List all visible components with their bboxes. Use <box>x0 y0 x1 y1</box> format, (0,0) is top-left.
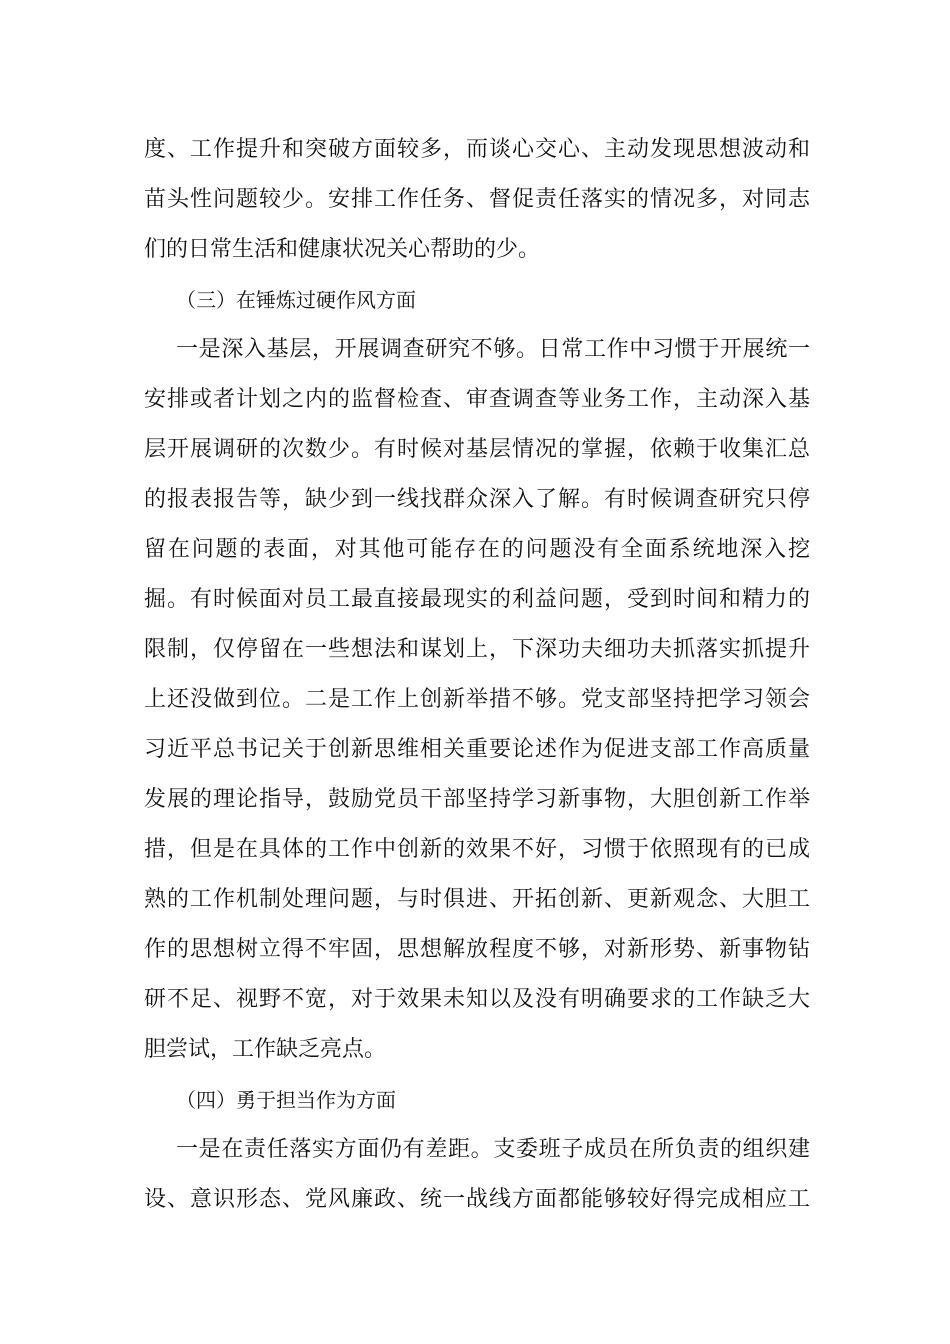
section-heading: （三）在锤炼过硬作风方面 <box>176 288 416 312</box>
body-line: 作的思想树立得不牢固，思想解放程度不够，对新形势、新事物钻 <box>144 937 810 962</box>
body-line: 限制，仅停留在一些想法和谋划上，下深功夫细功夫抓落实抓提升 <box>144 637 810 662</box>
body-line: 的报表报告等，缺少到一线找群众深入了解。有时候调查研究只停 <box>144 487 810 512</box>
section-heading: （四）勇于担当作为方面 <box>176 1088 396 1112</box>
body-line: 一是在责任落实方面仍有差距。支委班子成员在所负责的组织建 <box>176 1137 810 1162</box>
body-line: 研不足、视野不宽，对于效果未知以及没有明确要求的工作缺乏大 <box>144 987 810 1012</box>
body-line: 上还没做到位。二是工作上创新举措不够。党支部坚持把学习领会 <box>144 687 810 712</box>
body-line: 胆尝试，工作缺乏亮点。 <box>144 1037 387 1062</box>
body-line: 安排或者计划之内的监督检查、审查调查等业务工作，主动深入基 <box>144 387 810 412</box>
body-line: 措，但是在具体的工作中创新的效果不好，习惯于依照现有的已成 <box>144 837 810 862</box>
body-line: 苗头性问题较少。安排工作任务、督促责任落实的情况多，对同志 <box>144 187 810 212</box>
body-line: 熟的工作机制处理问题，与时俱进、开拓创新、更新观念、大胆工 <box>144 887 810 912</box>
body-line: 留在问题的表面，对其他可能存在的问题没有全面系统地深入挖 <box>144 537 810 562</box>
body-line: 设、意识形态、党风廉政、统一战线方面都能够较好得完成相应工 <box>144 1187 810 1212</box>
body-line: 度、工作提升和突破方面较多，而谈心交心、主动发现思想波动和 <box>144 137 810 162</box>
body-line: 一是深入基层，开展调查研究不够。日常工作中习惯于开展统一 <box>176 337 810 362</box>
body-line: 习近平总书记关于创新思维相关重要论述作为促进支部工作高质量 <box>144 737 810 762</box>
body-line: 们的日常生活和健康状况关心帮助的少。 <box>144 237 541 262</box>
body-line: 层开展调研的次数少。有时候对基层情况的掌握，依赖于收集汇总 <box>144 437 810 462</box>
body-line: 发展的理论指导，鼓励党员干部坚持学习新事物，大胆创新工作举 <box>144 787 810 812</box>
body-line: 掘。有时候面对员工最直接最现实的利益问题，受到时间和精力的 <box>144 587 810 612</box>
